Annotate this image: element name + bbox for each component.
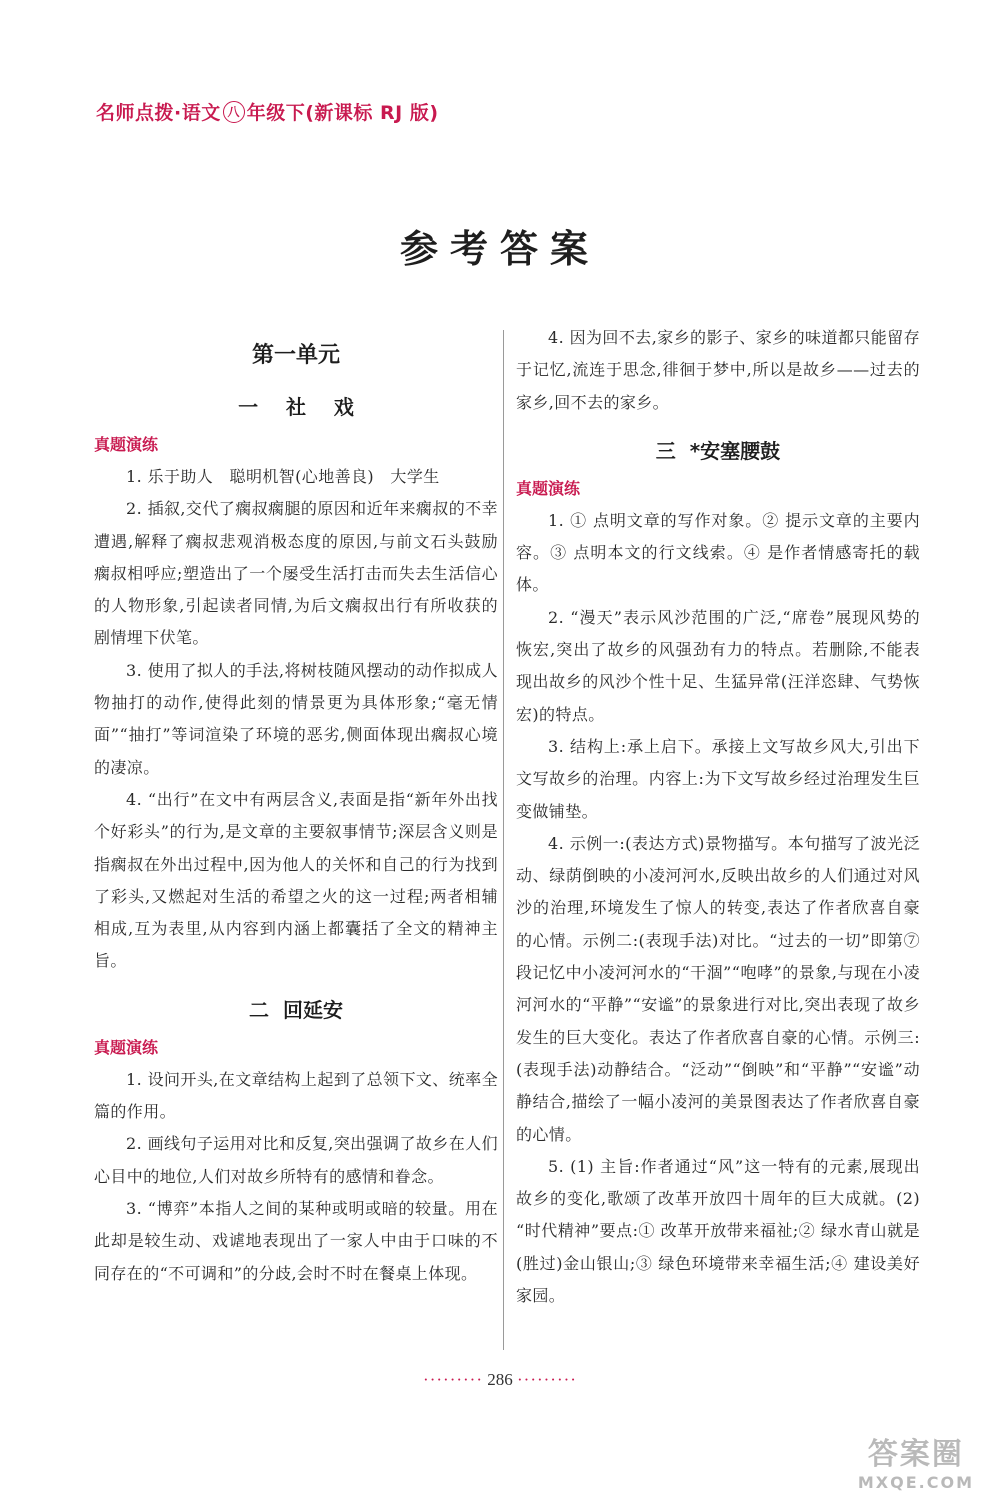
footer-dots-right: ········· [517,1370,577,1389]
section-label: 真题演练 [94,1037,159,1057]
answer-item: 1. 乐于助人 聪明机智(心地善良) 大学生 [126,467,440,486]
lesson-title: 二 回延安 [249,997,343,1022]
page-footer [0,1370,1000,1390]
answer-item: 2. “漫天”表示风沙范围的广泛,“席卷”展现风势的恢宏,突出了故乡的风强劲有力的特点。若删除,不能表现出故乡的风沙个性十足、生猛异常(汪洋恣肆、气势恢宏)的特点。 [516,607,920,724]
page-title: 参考答案 [399,227,600,271]
answer-item: 1. 设问开头,在文章结构上起到了总领下文、统率全篇的作用。 [94,1069,498,1122]
grade-badge: 八 [223,101,245,123]
lesson-title: 一 社 戏 [238,395,354,419]
answer-item: 5. (1) 主旨:作者通过“风”这一特有的元素,展现出故乡的变化,歌颂了改革开放四十周年的巨大成就。(2) “时代精神”要点:① 改革开放带来福祉;② 绿水青山就是(胜过)金山银山;③ 绿色环境带来幸福生活;④ 建设美好家园。 [516,1156,920,1306]
book-title-prefix: 名师点拨·语文 [96,102,221,124]
answer-item: 3. 使用了拟人的手法,将树枝随风摆动的动作拟成人物抽打的动作,使得此刻的情景更为具体形象;“毫无情面”“抽打”等词渲染了环境的恶劣,侧面体现出瘸叔心境的凄凉。 [94,660,498,777]
book-header [96,98,439,125]
unit-title: 第一单元 [251,343,340,368]
answer-item: 1. ① 点明文章的写作对象。② 提示文章的主要内容。③ 点明本文的行文线索。④ 是作者情感寄托的载体。 [516,510,920,595]
lesson-title: 三 *安塞腰鼓 [655,438,781,463]
site-watermark [858,1429,974,1492]
book-title-suffix: 年级下(新课标 RJ 版) [246,102,439,124]
page-number: 286 [487,1370,513,1389]
answer-item: 2. 插叙,交代了瘸叔瘸腿的原因和近年来瘸叔的不幸遭遇,解释了瘸叔悲观消极态度的原因,与前文石头鼓励瘸叔相呼应;塑造出了一个屡受生活打击而失去生活信心的人物形象,引起读者同情,为后文瘸叔出行有所收获的剧情埋下伏笔。 [94,499,498,648]
answer-item: 3. 结构上:承上启下。承接上文写故乡风大,引出下文写故乡的治理。内容上:为下文写故乡经过治理发生巨变做铺垫。 [516,736,920,821]
footer-dots-left: ········· [423,1370,483,1389]
watermark-logo-text: 答案圈 [867,1437,964,1472]
left-column [94,338,498,1290]
answer-item: 2. 画线句子运用对比和反复,突出强调了故乡在人们心目中的地位,人们对故乡所特有的感情和眷念。 [94,1134,498,1186]
answer-item: 4. “出行”在文中有两层含义,表面是指“新年外出找个好彩头”的行为,是文章的主要叙事情节;深层含义则是指瘸叔在外出过程中,因为他人的关怀和自己的行为找到了彩头,又燃起对生活的希望之火的这一过程;两者相辅相成,互为表里,从内容到内涵上都囊括了全文的精神主旨。 [94,789,498,971]
section-label: 真题演练 [94,435,159,454]
watermark-domain: MXQE.COM [857,1473,974,1492]
section-label: 真题演练 [516,478,581,498]
right-column [516,322,920,1312]
answer-item: 4. 因为回不去,家乡的影子、家乡的味道都只能留存于记忆,流连于思念,徘徊于梦中,所以是故乡——过去的家乡,回不去的家乡。 [516,328,920,412]
answer-item: 3. “博弈”本指人之间的某种或明或暗的较量。用在此却是较生动、戏谑地表现出了一家人中由于口味的不同存在的“不可调和”的分歧,会时不时在餐桌上体现。 [94,1198,498,1283]
answer-item: 4. 示例一:(表达方式)景物描写。本句描写了波光泛动、绿荫倒映的小凌河河水,反映出故乡的人们通过对风沙的治理,环境发生了惊人的转变,表达了作者欣喜自豪的心情。示例二:(表现手法)对比。“过去的一切”即第⑦段记忆中小凌河河水的“干涸”“咆哮”的景象,与现在小凌河河水的“平静”“安谧”的景象进行对比,突出表现了故乡发生的巨大变化。表达了作者欣喜自豪的心情。示例三:(表现手法)动静结合。“泛动”“倒映”和“平静”“安谧”动静结合,描绘了一幅小凌河的美景图表达了作者欣喜自豪的心情。 [516,833,920,1144]
column-divider [503,330,504,1350]
